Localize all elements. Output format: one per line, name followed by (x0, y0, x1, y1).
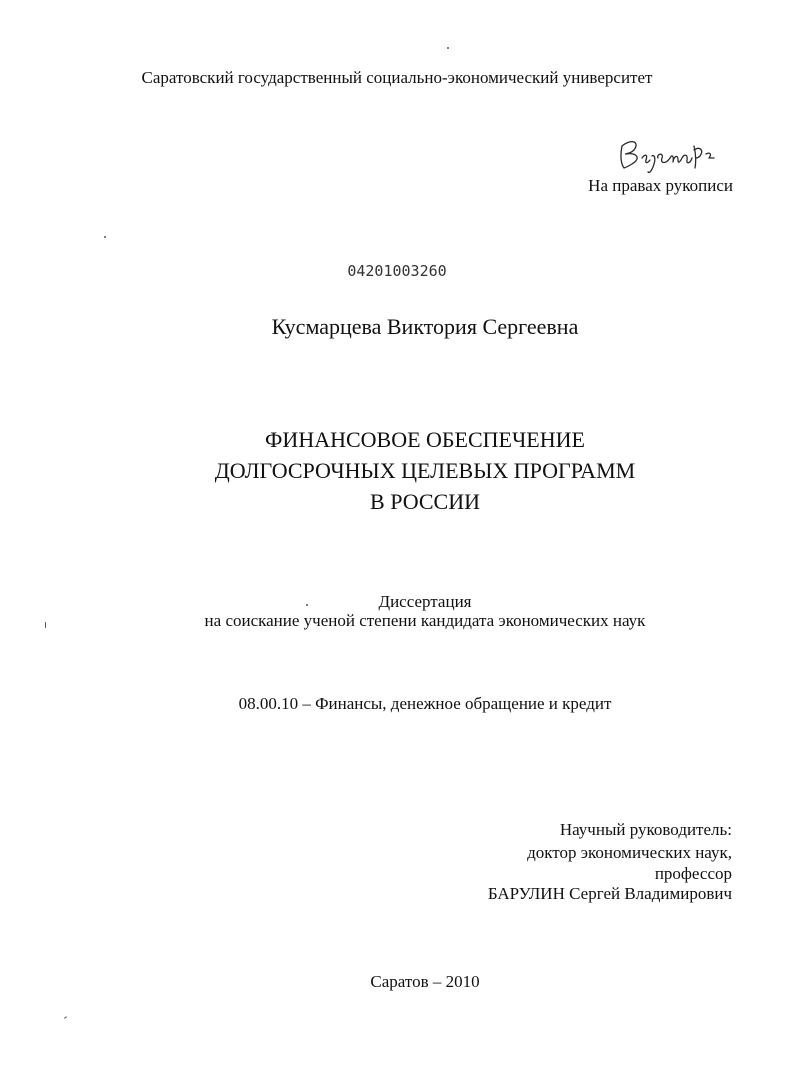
city-and-year: Саратов – 2010 (370, 972, 480, 991)
scan-speck (447, 47, 449, 49)
scan-speck (64, 1016, 67, 1019)
manuscript-rights-note: На правах рукописи (588, 176, 733, 195)
advisor-degree: доктор экономических наук, (527, 843, 732, 862)
title-line: В РОССИИ (370, 489, 480, 514)
advisor-title: профессор (654, 864, 732, 883)
specialty-code: 08.00.10 – Финансы, денежное обращение и кредит (238, 694, 612, 713)
dissertation-title (0, 424, 794, 517)
advisor-name: БАРУЛИН Сергей Владимирович (487, 884, 732, 903)
author-name: Кусмарцева Виктория Сергеевна (271, 314, 579, 339)
advisor-label: Научный руководитель: (559, 820, 732, 839)
thesis-purpose: на соискание ученой степени кандидата экономических наук (204, 611, 646, 630)
registry-number-stamp: 04201003260 (347, 262, 447, 280)
university-name: Саратовский государственный социально-экономический университет (141, 68, 653, 87)
scan-speck (104, 236, 106, 238)
handwritten-signature (612, 128, 732, 176)
title-line: ДОЛГОСРОЧНЫХ ЦЕЛЕВЫХ ПРОГРАММ (214, 458, 636, 483)
thesis-type: Диссертация (378, 592, 472, 611)
title-line: ФИНАНСОВОЕ ОБЕСПЕЧЕНИЕ (265, 427, 585, 452)
